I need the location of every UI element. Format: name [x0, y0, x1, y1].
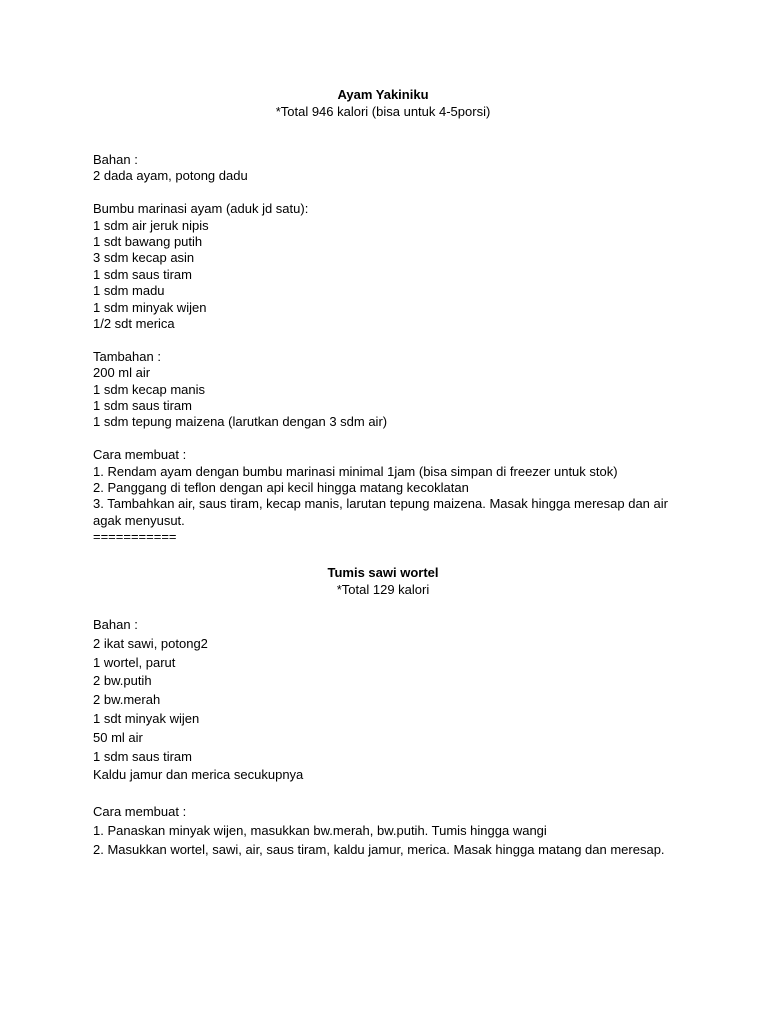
bahan-list	[93, 168, 673, 184]
separator: ===========	[93, 529, 177, 545]
list-item: Kaldu jamur dan merica secukupnya	[93, 767, 304, 783]
bahan-heading: Bahan :	[93, 152, 138, 167]
cara-steps	[93, 464, 673, 530]
list-item: 1 sdm kecap manis	[93, 381, 205, 397]
recipe-title: Tumis sawi wortel	[327, 565, 439, 580]
cara-steps	[93, 822, 673, 860]
recipe-ayam-yakiniku	[93, 87, 673, 546]
bahan-heading: Bahan :	[93, 617, 138, 632]
list-item: 1 wortel, parut	[93, 654, 176, 670]
recipe-calorie-note: *Total 129 kalori	[336, 581, 430, 597]
step-item: 1. Panaskan minyak wijen, masukkan bw.merah, bw.putih. Tumis hingga wangi	[93, 822, 547, 838]
list-item: 1 sdt minyak wijen	[93, 710, 200, 726]
list-item: 1 sdm madu	[93, 283, 165, 299]
step-item: 3. Tambahkan air, saus tiram, kecap manis, larutan tepung maizena. Masak hingga meresap dan air agak menyusut.	[93, 496, 672, 528]
list-item: 50 ml air	[93, 729, 143, 745]
cara-heading: Cara membuat :	[93, 447, 187, 463]
list-item: 1 sdm minyak wijen	[93, 299, 207, 315]
cara-heading: Cara membuat :	[93, 804, 187, 820]
recipe-tumis-sawi-wortel	[93, 565, 673, 860]
list-item: 1 sdm saus tiram	[93, 398, 192, 414]
list-item: 3 sdm kecap asin	[93, 250, 195, 266]
list-item: 2 bw.putih	[93, 673, 152, 689]
bahan-list	[93, 635, 673, 785]
step-item: 2. Panggang di teflon dengan api kecil hingga matang kecoklatan	[93, 480, 469, 496]
list-item: 1 sdt bawang putih	[93, 234, 203, 250]
list-item: 200 ml air	[93, 365, 151, 381]
recipe-title: Ayam Yakiniku	[337, 87, 429, 102]
bumbu-heading: Bumbu marinasi ayam (aduk jd satu):	[93, 201, 309, 217]
list-item: 1 sdm tepung maizena (larutkan dengan 3 sdm air)	[93, 414, 388, 430]
list-item: 2 ikat sawi, potong2	[93, 635, 208, 651]
list-item: 2 bw.merah	[93, 692, 161, 708]
step-item: 2. Masukkan wortel, sawi, air, saus tiram, kaldu jamur, merica. Masak hingga matang dan meresap.	[93, 841, 665, 857]
list-item: 1 sdm air jeruk nipis	[93, 217, 209, 233]
list-item: 1 sdm saus tiram	[93, 266, 192, 282]
list-item: 1 sdm saus tiram	[93, 748, 192, 764]
recipe-calorie-note: *Total 946 kalori (bisa untuk 4-5porsi)	[275, 103, 491, 119]
tambahan-list	[93, 365, 673, 431]
list-item: 1/2 sdt merica	[93, 316, 175, 332]
bumbu-list	[93, 218, 673, 333]
tambahan-heading: Tambahan :	[93, 348, 161, 364]
list-item: 2 dada ayam, potong dadu	[93, 168, 248, 184]
step-item: 1. Rendam ayam dengan bumbu marinasi minimal 1jam (bisa simpan di freezer untuk stok)	[93, 463, 618, 479]
